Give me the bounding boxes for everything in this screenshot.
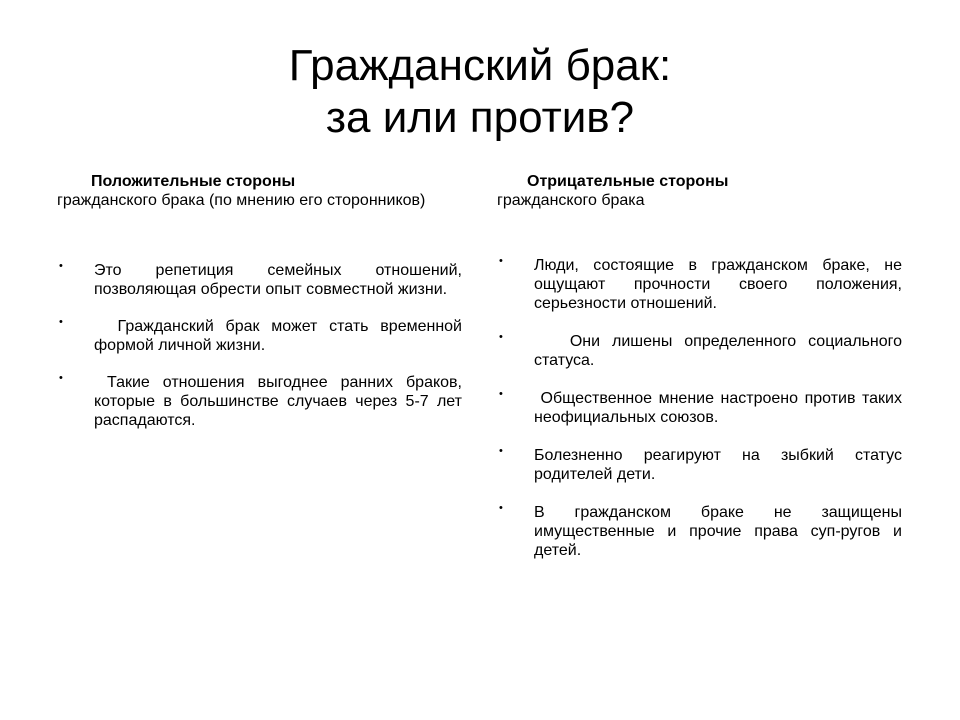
list-item — [497, 503, 902, 560]
bullet-icon: • — [59, 260, 63, 272]
list-item-text: Такие отношения выгоднее ранних браков, которые в большинстве случаев через 5-7 лет распадаются. — [94, 374, 467, 429]
list-item — [57, 372, 467, 430]
bullet-icon: • — [499, 445, 503, 457]
list-item — [497, 446, 902, 484]
list-item-text: Гражданский брак может стать временной формой личной жизни. — [94, 318, 467, 354]
negative-column — [497, 172, 907, 579]
list-item-text: Люди, состоящие в гражданском браке, не ощущают прочности своего положения, серьезности отношений. — [534, 257, 902, 312]
negative-column-heading — [497, 172, 902, 210]
bullet-icon: • — [59, 372, 63, 384]
negative-list — [497, 255, 907, 560]
list-item-text: В гражданском браке не защищены имущественные и прочие права суп-ругов и детей. — [534, 504, 902, 559]
positive-list — [57, 260, 467, 430]
list-item — [497, 331, 907, 370]
bullet-icon: • — [499, 331, 503, 343]
list-item-text: Болезненно реагируют на зыбкий статус родителей дети. — [534, 447, 902, 483]
list-item — [57, 316, 467, 355]
list-item-text: Общественное мнение настроено против таких неофициальных союзов. — [534, 390, 907, 426]
positive-column-heading — [57, 172, 462, 210]
list-item — [497, 256, 902, 313]
negative-heading-sub: гражданского брака — [497, 192, 645, 209]
list-item-text: Это репетиция семейных отношений, позволяющая обрести опыт совместной жизни. — [94, 262, 462, 298]
positive-column — [57, 172, 467, 448]
positive-heading-sub: гражданского брака (по мнению его сторонников) — [57, 192, 426, 209]
bullet-icon: • — [59, 316, 63, 328]
slide-title-line-1: Гражданский брак: — [288, 41, 672, 90]
list-item — [497, 388, 907, 427]
bullet-icon: • — [499, 388, 503, 400]
negative-heading-bold: Отрицательные стороны — [527, 173, 729, 190]
positive-heading-bold: Положительные стороны — [91, 173, 296, 190]
slide-title — [0, 40, 960, 144]
slide-title-line-2: за или против? — [325, 93, 635, 142]
list-item-text: Они лишены определенного социального статуса. — [534, 333, 907, 369]
bullet-icon: • — [499, 502, 503, 514]
list-item — [57, 261, 462, 299]
bullet-icon: • — [499, 255, 503, 267]
